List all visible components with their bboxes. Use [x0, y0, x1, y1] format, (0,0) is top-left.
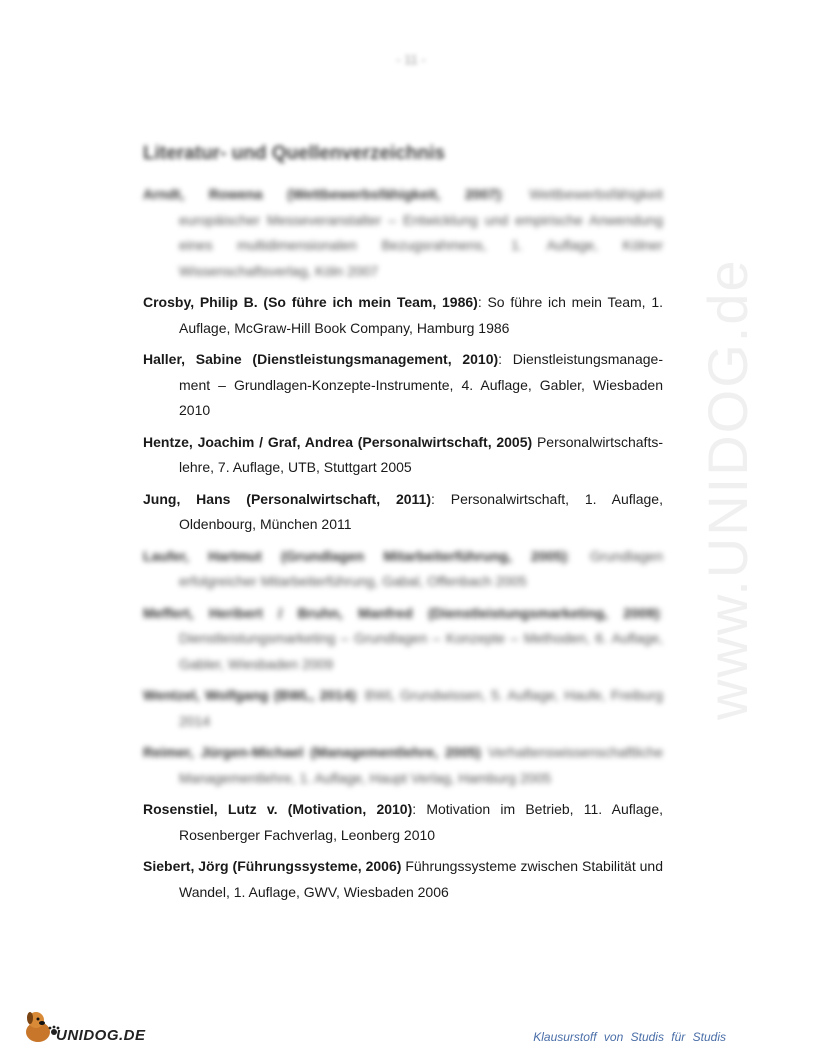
reference-key: Meffert, Heribert / Bruhn, Manfred (Dienstleistungsmarketing, 2009) [143, 604, 660, 621]
reference-text: Verhaltenswissenschaftliche Managementlehre, 1. Auflage, Haupt Verlag, Hamburg 2005 [179, 744, 663, 786]
reference-key: Reimer, Jürgen-Michael (Managementlehre, 2005) [143, 744, 481, 760]
reference-text: : Wettbewerbsfähigkeit europäischer Messeveranstalter – Entwicklung und empirische Anwendung eines multidimensionalen Bezugsrahmens, 1. Auflage, Kölner Wissenschaftsverlag, Köln [179, 186, 663, 279]
reference-entry [143, 854, 663, 905]
reference-text: : Dienstleistungsmanage-ment – Grundlagen-Konzepte-Instrumente, 4. Auflage, Gabler, Wiesbaden 2010 [179, 351, 663, 418]
reference-entry [143, 487, 663, 538]
reference-text: : Motivation im Betrieb, 11. Auflage, Rosenberger Fachverlag, Leonberg 2010 [179, 801, 663, 843]
reference-key: Rosenstiel, Lutz v. (Motivation, 2010) [143, 801, 413, 817]
reference-text: : Grundlagen erfolgreicher Mitarbeiterführung, Gabal, Offenbach 2005 [179, 547, 663, 589]
reference-key: Laufer, Hartmut (Grundlagen Mitarbeiterführung, 2005) [143, 547, 567, 564]
reference-text: : BWL Grundwissen, 5. Auflage, Haufe, Freiburg 2014 [179, 687, 664, 729]
reference-text: Personalwirtschafts-lehre, 7. Auflage, UTB, Stuttgart 2005 [179, 433, 663, 475]
reference-key: Siebert, Jörg (Führungssysteme, 2006) [143, 858, 402, 874]
reference-key: Jung, Hans (Personalwirtschaft, 2011) [143, 490, 431, 507]
reference-list [143, 182, 663, 911]
reference-key: Wentzel, Wolfgang (BWL, 2014) [143, 687, 356, 703]
reference-entry [143, 347, 663, 424]
reference-entry [143, 430, 663, 481]
reference-text: : So führe ich mein Team, 1. Auflage, McGraw-Hill Book Company, Hamburg 1986 [179, 294, 663, 336]
reference-entry [143, 683, 663, 734]
reference-key: Crosby, Philip B. (So führe ich mein Team, 1986) [143, 294, 478, 310]
watermark: www.UNIDOG.de [696, 258, 759, 720]
reference-key: Hentze, Joachim / Graf, Andrea (Personalwirtschaft, 2005) [143, 433, 533, 450]
reference-key: Arndt, Rowena (Wettbewerbsfähigkeit, 2007) [143, 186, 501, 202]
reference-year: 2007 [347, 262, 379, 279]
footer-logo-text: UNIDOG.DE [56, 1027, 146, 1044]
page-title: Literatur- und Quellenverzeichnis [143, 143, 445, 164]
reference-text: : Dienstleistungsmarketing – Grundlagen – Konzepte – Methoden, 6. Auflage, Gabler, Wiesbaden 2009 [179, 604, 663, 672]
reference-entry [143, 544, 663, 595]
reference-key: Haller, Sabine (Dienstleistungsmanagement, 2010) [143, 351, 499, 367]
reference-entry [143, 797, 663, 848]
reference-entry [143, 740, 663, 791]
reference-text: Führungssysteme zwischen Stabilität und Wandel, 1. Auflage, GWV, Wiesbaden 2006 [179, 858, 663, 900]
reference-entry [143, 182, 663, 284]
footer-tagline: Klausurstoff von Studis für Studis [533, 1030, 726, 1044]
reference-entry [143, 290, 663, 341]
page-number: - 11 - [396, 52, 426, 67]
reference-text: : Personalwirtschaft, 1. Auflage, Oldenbourg, München 2011 [179, 490, 663, 532]
reference-entry [143, 601, 663, 678]
